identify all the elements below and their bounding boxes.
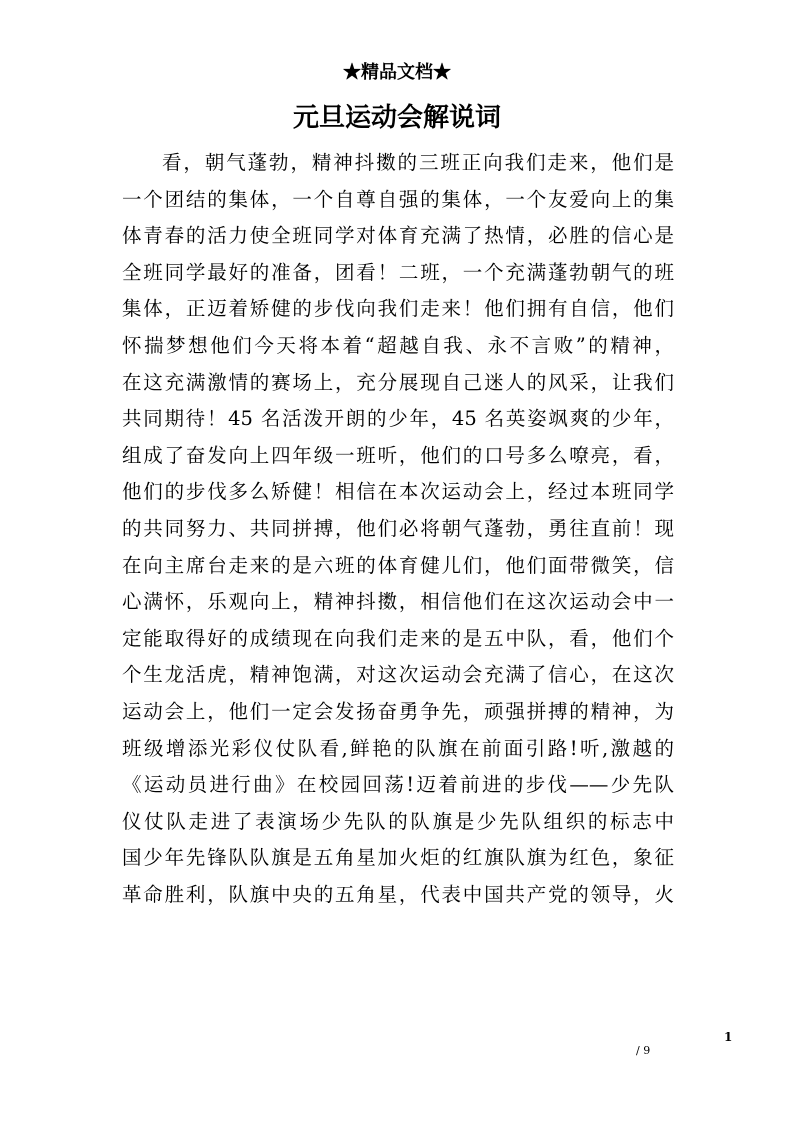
paragraph-line: 他们的步伐多么矫健！相信在本次运动会上，经过本班同学 [122, 480, 674, 504]
paragraph-line: 定能取得好的成绩现在向我们走来的是五中队，看，他们个 [122, 626, 674, 650]
paragraph-line: 仪仗队走进了表演场少先队的队旗是少先队组织的标志中 [122, 809, 674, 833]
paragraph-line: 全班同学最好的准备，团看！二班，一个充满蓬勃朝气的班 [122, 260, 674, 284]
paragraph-line: 的共同努力、共同拼搏，他们必将朝气蓬勃，勇往直前！现 [122, 516, 674, 540]
paragraph-line: 个生龙活虎，精神饱满，对这次运动会充满了信心，在这次 [122, 663, 674, 687]
page-number: 1 [724, 1030, 733, 1044]
paragraph-line: 班级增添光彩仪仗队看,鲜艳的队旗在前面引路!听,激越的 [122, 736, 674, 760]
paragraph-line: 在向主席台走来的是六班的体育健儿们，他们面带微笑，信 [122, 553, 674, 577]
paragraph-line: 国少年先锋队队旗是五角星加火炬的红旗队旗为红色，象征 [122, 846, 674, 870]
document-title: 元旦运动会解说词 [292, 103, 501, 133]
paragraph-line: 共同期待！45 名活泼开朗的少年，45 名英姿飒爽的少年， [122, 407, 674, 431]
paragraph-line: 集体，正迈着矫健的步伐向我们走来！他们拥有自信，他们 [122, 297, 674, 321]
paragraph-line: 组成了奋发向上四年级一班听，他们的口号多么嘹亮，看， [122, 443, 674, 467]
paragraph-line: 体青春的活力使全班同学对体育充满了热情，必胜的信心是 [122, 224, 674, 248]
paragraph-line: 看，朝气蓬勃，精神抖擞的三班正向我们走来，他们是 [162, 151, 674, 174]
paragraph-line: 在这充满激情的赛场上，充分展现自己迷人的风采，让我们 [122, 370, 674, 394]
paragraph-line: 一个团结的集体，一个自尊自强的集体，一个友爱向上的集 [122, 187, 674, 211]
document-header: ★精品文档★ [343, 62, 451, 83]
paragraph-line: 心满怀，乐观向上，精神抖擞，相信他们在这次运动会中一 [122, 590, 674, 614]
paragraph-line: 怀揣梦想他们今天将本着“超越自我、永不言败”的精神， [122, 333, 674, 357]
paragraph-line: 运动会上，他们一定会发扬奋勇争先，顽强拼搏的精神，为 [122, 699, 674, 723]
paragraph-line: 《运动员进行曲》在校园回荡!迈着前进的步伐——少先队 [122, 773, 674, 797]
paragraph-line: 革命胜利，队旗中央的五角星，代表中国共产党的领导，火 [122, 882, 674, 906]
page-count: / 9 [636, 1044, 651, 1057]
body-paragraph [122, 145, 674, 913]
